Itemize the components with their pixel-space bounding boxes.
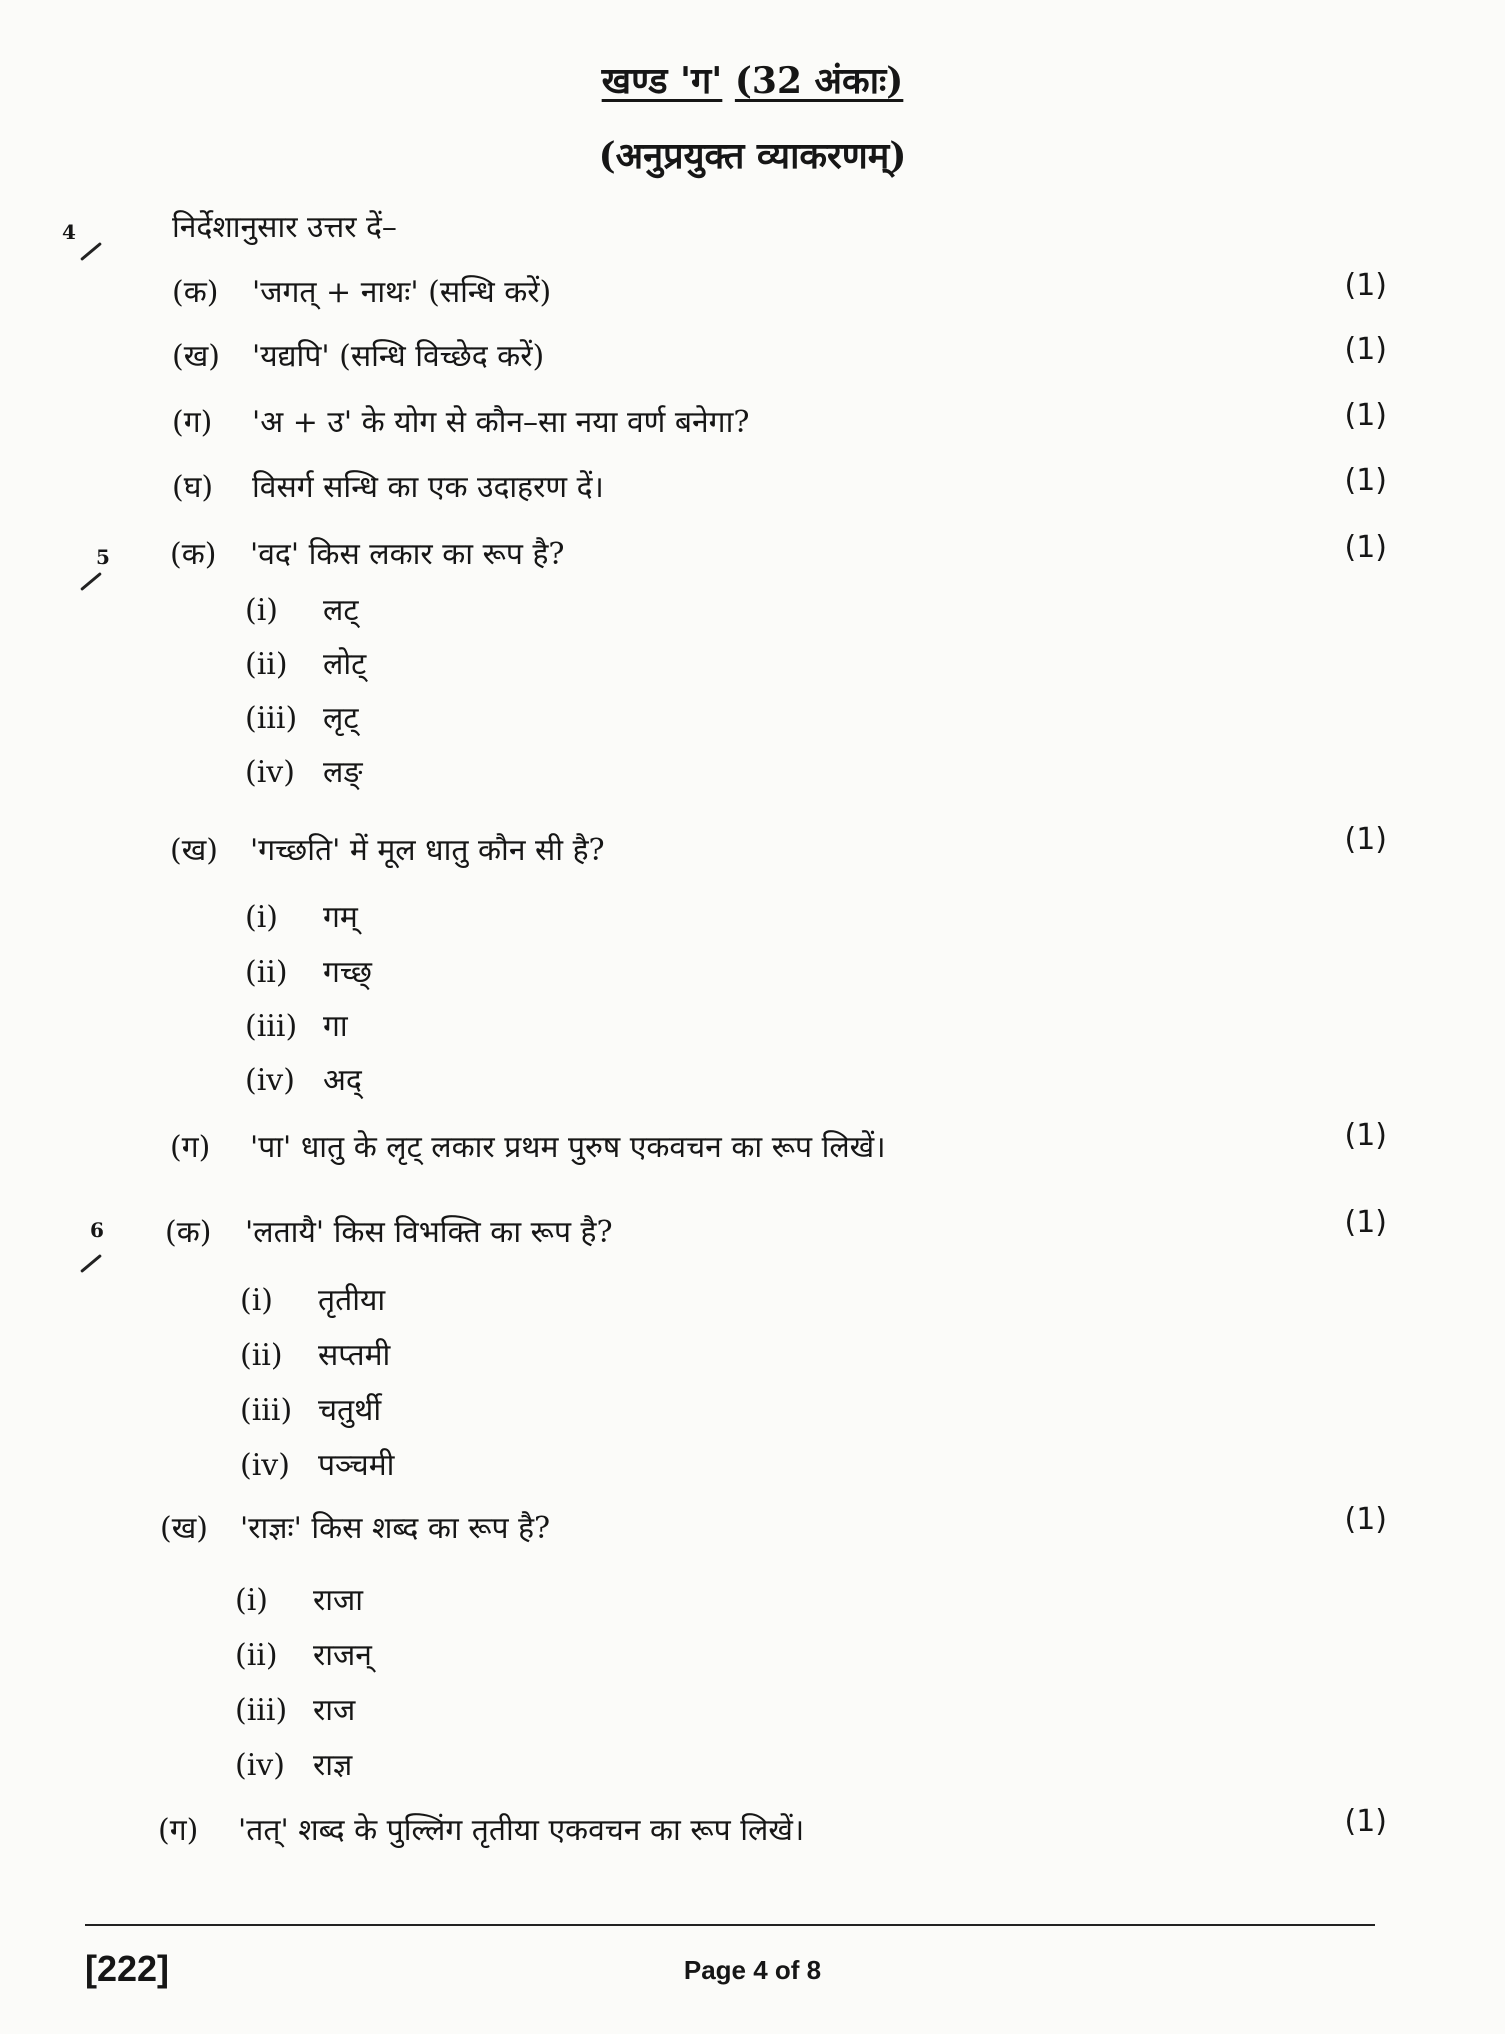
part-label: (ख) [172,339,220,374]
check-mark-icon [80,1254,102,1273]
option [245,895,358,936]
part-text: 'राज्ञः' किस शब्द का रूप है? [240,1511,551,1546]
part-label: (क) [172,275,219,310]
option [240,1443,394,1484]
part-text: 'गच्छति' में मूल धातु कौन सी है? [250,833,605,868]
page-number: Page 4 of 8 [683,1955,822,1985]
q4-part-ga [172,400,749,441]
marks: (1) [1344,332,1387,367]
option [235,1743,352,1784]
option-text: लोट् [323,647,367,682]
option-text: सप्तमी [318,1338,391,1373]
option-text: तृतीया [318,1283,386,1318]
marks: (1) [1344,530,1387,565]
option-text: गा [323,1009,348,1044]
q6-part-kha [160,1506,550,1547]
part-label: (ग) [172,405,213,440]
part-label: (घ) [172,470,214,505]
marks: (1) [1344,1502,1387,1537]
option [245,1004,348,1045]
option-text: राज [313,1693,356,1728]
part-label: (ख) [160,1511,208,1546]
paper-code: [222] [85,1948,170,1989]
part-text: 'अ + उ' के योग से कौन–सा नया वर्ण बनेगा? [252,405,750,440]
part-text: 'पा' धातु के लृट् लकार प्रथम पुरुष एकवचन का रूप लिखें। [250,1130,886,1165]
question-number-5: 5 [96,545,110,569]
q4-part-ka [172,270,551,311]
option [245,696,358,737]
marks: (1) [1344,1205,1387,1240]
option [245,750,362,791]
option-text: लङ् [323,755,363,790]
option-label: (i) [245,900,279,935]
part-label: (ग) [158,1813,199,1848]
q5-part-ka [170,532,564,573]
option-label: (ii) [245,955,288,990]
part-label: (ग) [170,1130,211,1165]
q4-part-kha [172,334,544,375]
option [235,1578,363,1619]
option-label: (iii) [240,1393,293,1428]
part-text: 'लतायै' किस विभक्ति का रूप है? [245,1215,613,1250]
check-mark-icon [80,242,102,261]
q6-part-ga [158,1808,804,1849]
section-title [0,55,1505,104]
option-label: (iv) [240,1448,290,1483]
footer-divider [85,1924,1375,1926]
check-mark-icon [80,572,102,591]
option-label: (iii) [235,1693,288,1728]
option-label: (ii) [245,647,288,682]
marks: (1) [1344,398,1387,433]
marks: (1) [1344,822,1387,857]
option-label: (iii) [245,701,298,736]
option-text: लट् [323,593,359,628]
section-title-marks: (32 अंकाः) [734,60,904,102]
q6-part-ka [165,1210,613,1251]
option-text: लृट् [323,701,359,736]
option-label: (i) [240,1283,274,1318]
q5-part-kha [170,828,605,869]
option [240,1278,385,1319]
option-text: गच्छ् [323,955,372,990]
part-text: 'यद्यपि' (सन्धि विच्छेद करें) [252,339,545,374]
option [245,1058,362,1099]
option-text: गम् [323,900,358,935]
part-text: 'वद' किस लकार का रूप है? [250,537,565,572]
question-number-6: 6 [90,1218,104,1242]
question-number-4: 4 [62,220,76,244]
option-label: (ii) [235,1638,278,1673]
option-text: राजन् [313,1638,372,1673]
marks: (1) [1344,1804,1387,1839]
option [245,642,366,683]
q4-part-gha [172,465,604,506]
option-label: (iii) [245,1009,298,1044]
section-title-prefix: खण्ड 'ग' [601,60,723,102]
q5-part-ga [170,1125,886,1166]
option-label: (iv) [235,1748,285,1783]
part-text: 'जगत् + नाथः' (सन्धि करें) [252,275,552,310]
section-subtitle: (अनुप्रयुक्त व्याकरणम्) [598,135,907,177]
part-label: (ख) [170,833,218,868]
option-label: (i) [245,593,279,628]
part-label: (क) [165,1215,212,1250]
part-text: विसर्ग सन्धि का एक उदाहरण दें। [252,470,604,505]
option-label: (iv) [245,1063,295,1098]
marks: (1) [1344,268,1387,303]
marks: (1) [1344,463,1387,498]
marks: (1) [1344,1118,1387,1153]
option-text: अद् [323,1063,362,1098]
option-label: (iv) [245,755,295,790]
q4-instruction: निर्देशानुसार उत्तर दें– [172,210,397,245]
option-text: राज्ञ [313,1748,353,1783]
option-label: (ii) [240,1338,283,1373]
option [235,1688,355,1729]
part-text: 'तत्' शब्द के पुल्लिंग तृतीया एकवचन का रूप लिखें। [238,1813,805,1848]
option [235,1633,372,1674]
option [240,1388,381,1429]
option [245,950,372,991]
option [240,1333,390,1374]
option-text: पञ्चमी [318,1448,395,1483]
option [245,588,358,629]
option-text: चतुर्थी [318,1393,382,1428]
part-label: (क) [170,537,217,572]
option-label: (i) [235,1583,269,1618]
option-text: राजा [313,1583,364,1618]
